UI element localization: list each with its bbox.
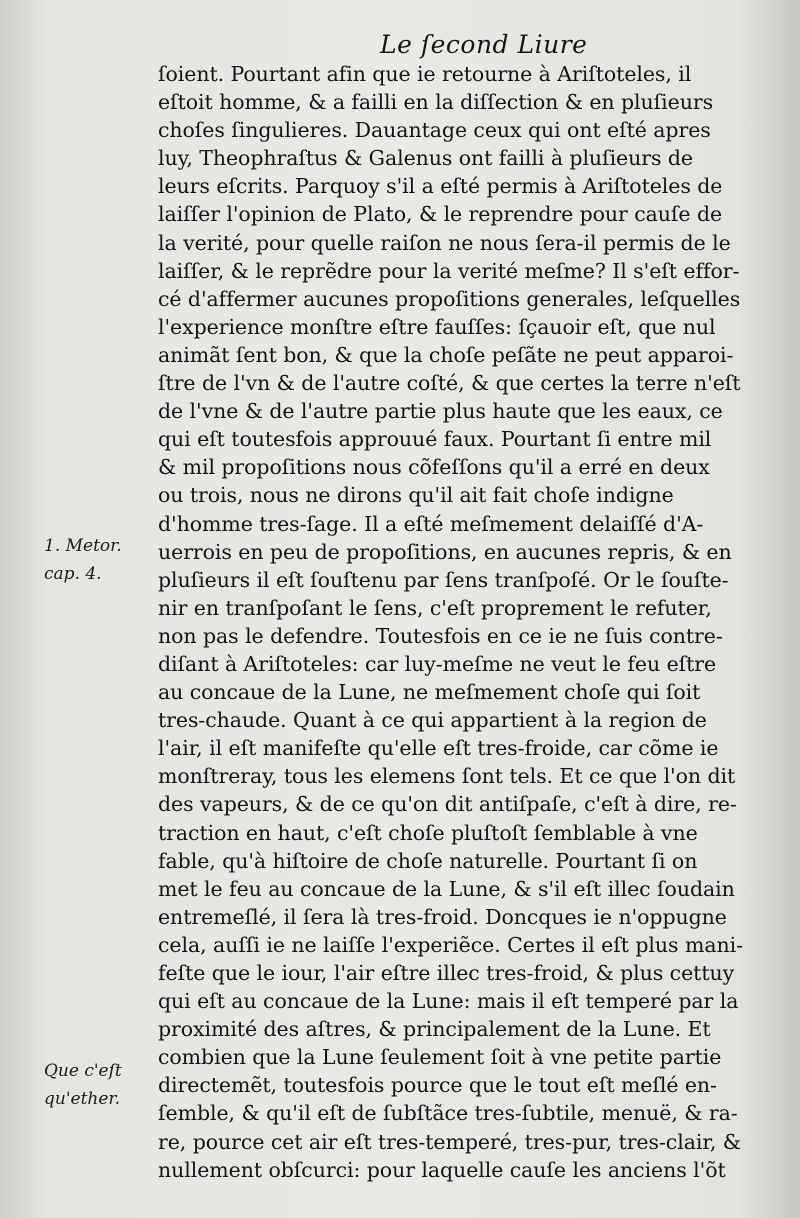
text-line: la verité, pour quelle raiſon ne nous ſera-il permis de le	[158, 230, 731, 255]
text-line: l'experience monſtre eſtre fauſſes: ſçauoir eſt, que nul	[158, 314, 716, 339]
margin-note-line: qu'ether.	[44, 1089, 121, 1109]
text-line: nullement obſcurci: pour laquelle cauſe les anciens l'õt	[158, 1157, 726, 1182]
text-line: l'air, il eſt manifeſte qu'elle eſt tres-froide, car cõme ie	[158, 736, 719, 761]
text-line: combien que la Lune ſeulement ſoit à vne petite partie	[158, 1045, 722, 1070]
text-line: luy, Theophraſtus & Galenus ont failli à pluſieurs de	[158, 146, 693, 171]
text-line: fable, qu'à hiſtoire de choſe naturelle. Pourtant ſi on	[158, 848, 698, 873]
text-line: monſtreray, tous les elemens ſont tels. Et ce que l'on dit	[158, 764, 736, 789]
margin-note-line: cap. 4.	[44, 564, 102, 584]
text-line: re, pource cet air eſt tres-temperé, tres-pur, tres-clair, &	[158, 1129, 741, 1154]
text-line: ſoient. Pourtant afin que ie retourne à Ariſtoteles, il	[158, 62, 692, 86]
body-text	[158, 60, 758, 1184]
text-line: ſemble, & qu'il eſt de ſubſtãce tres-ſubtile, menuë, & ra-	[158, 1101, 738, 1126]
text-line: cé d'affermer aucunes propoſitions generales, leſquelles	[158, 286, 741, 311]
text-line: nir en tranſpoſant le ſens, c'eſt proprement le refuter,	[158, 595, 712, 620]
text-line: animãt ſent bon, & que la choſe peſãte ne peut apparoi-	[158, 342, 734, 367]
text-line: traction en haut, c'eſt choſe pluſtoſt ſemblable à vne	[158, 820, 698, 845]
text-line: uerrois en peu de propoſitions, en aucunes repris, & en	[158, 539, 732, 564]
text-line: entremeſlé, il ſera là tres-froid. Doncques ie n'oppugne	[158, 904, 727, 929]
margin-note-line: Que c'eſt	[44, 1061, 122, 1081]
text-line: au concaue de la Lune, ne meſmement choſe qui ſoit	[158, 680, 701, 705]
margin-note-ether	[44, 1057, 122, 1113]
text-line: de l'vne & de l'autre partie plus haute que les eaux, ce	[158, 399, 723, 424]
text-line: non pas le defendre. Toutesfois en ce ie ne ſuis contre-	[158, 623, 723, 648]
text-line: qui eſt au concaue de la Lune: mais il eſt temperé par la	[158, 989, 739, 1014]
text-line: leurs eſcrits. Parquoy s'il a eſté permis à Ariſtoteles de	[158, 174, 723, 199]
text-line: eſtoit homme, & a failli en la diſſection & en pluſieurs	[158, 90, 714, 115]
text-line: met le feu au concaue de la Lune, & s'il eſt illec ſoudain	[158, 876, 735, 901]
text-line: diſant à Ariſtoteles: car luy-meſme ne veut le feu eſtre	[158, 651, 717, 676]
text-line: ſtre de l'vn & de l'autre coſté, & que certes la terre n'eſt	[158, 371, 741, 396]
text-line: pluſieurs il eſt ſouſtenu par ſens tranſpoſé. Or le ſouſte-	[158, 567, 729, 592]
text-line: laiſſer l'opinion de Plato, & le reprendre pour cauſe de	[158, 202, 723, 227]
text-line: d'homme tres-ſage. Il a eſté meſmement delaiſſé d'A-	[158, 511, 704, 536]
text-line: & mil propoſitions nous cõfeſſons qu'il a erré en deux	[158, 455, 710, 480]
margin-note-metor	[44, 532, 122, 588]
text-line: feſte que le iour, l'air eſtre illec tres-froid, & plus cettuy	[158, 961, 735, 985]
text-line: cela, auſſi ie ne laiſſe l'experiẽce. Certes il eſt plus mani-	[158, 932, 743, 957]
text-line: tres-chaude. Quant à ce qui appartient à la region de	[158, 708, 707, 733]
text-line: ou trois, nous ne dirons qu'il ait fait choſe indigne	[158, 483, 674, 508]
text-line: proximité des aſtres, & principalement de la Lune. Et	[158, 1017, 711, 1042]
margin-note-line: 1. Metor.	[44, 536, 122, 556]
running-head: Le ſecond Liure	[380, 30, 588, 59]
text-line: des vapeurs, & de ce qu'on dit antiſpaſe, c'eſt à dire, re-	[158, 792, 737, 817]
text-line: directemẽt, toutesfois pource que le tout eſt meſlé en-	[158, 1073, 717, 1098]
text-line: choſes ſingulieres. Dauantage ceux qui ont eſté apres	[158, 118, 711, 143]
text-line: qui eſt toutesfois approuué faux. Pourtant ſi entre mil	[158, 427, 712, 452]
text-line: laiſſer, & le reprẽdre pour la verité meſme? Il s'eſt effor-	[158, 258, 740, 283]
